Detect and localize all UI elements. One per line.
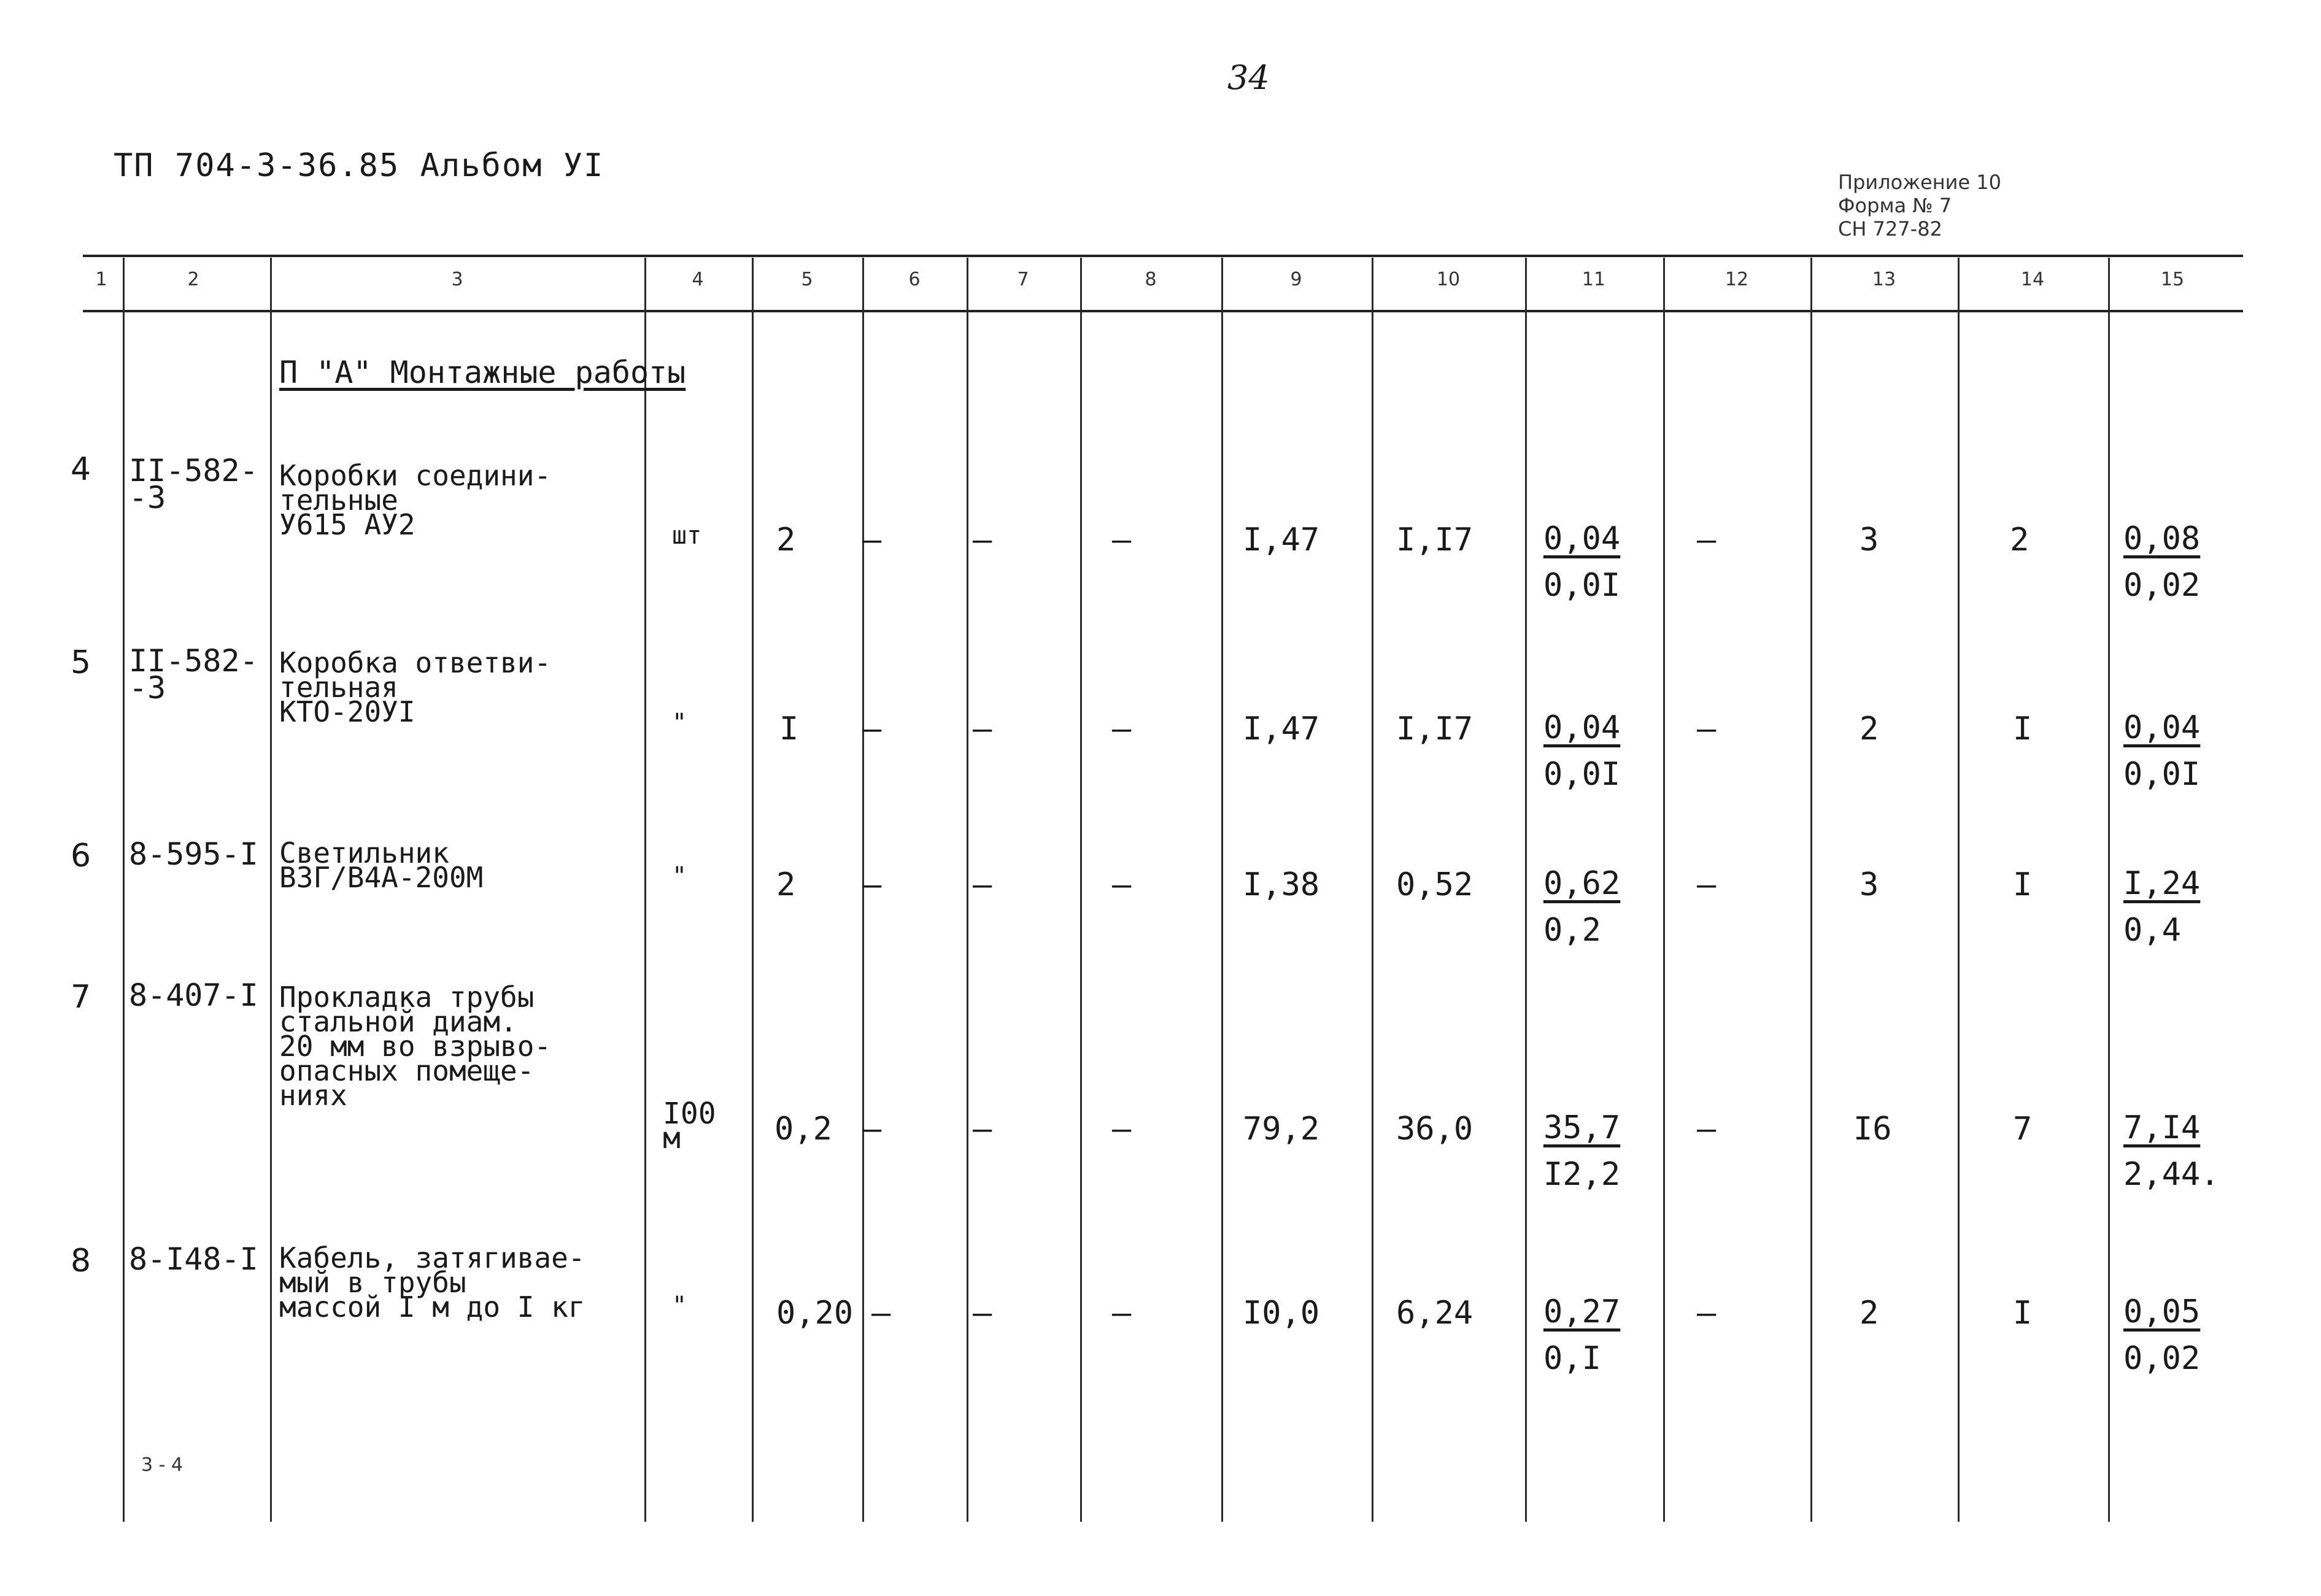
column-number: 2 xyxy=(187,269,199,290)
cell-col14: I xyxy=(2013,711,2033,747)
item-description: Коробки соедини- тельные У615 АУ2 xyxy=(279,459,552,541)
unit: шт xyxy=(672,522,702,550)
section-title: П "А" Монтажные работы xyxy=(279,355,686,390)
cell-col12: – xyxy=(1697,522,1717,558)
column-number: 4 xyxy=(692,269,704,290)
column-number: 6 xyxy=(908,269,921,290)
cell-col8: – xyxy=(1112,522,1132,558)
document-title: ТП 704-3-36.85 Альбом УI xyxy=(114,147,604,184)
quantity: 0,2 xyxy=(774,1111,832,1147)
cell-col7: – xyxy=(973,866,992,903)
cell-col9: I0,0 xyxy=(1243,1295,1320,1332)
row-number: 4 xyxy=(71,451,91,488)
cell-col8: – xyxy=(1112,711,1132,747)
cell-col10: I,I7 xyxy=(1396,711,1473,747)
row-number: 8 xyxy=(71,1243,91,1279)
unit: " xyxy=(672,1292,687,1320)
cell-col12: – xyxy=(1697,1111,1717,1147)
column-number: 10 xyxy=(1436,269,1461,290)
column-number: 5 xyxy=(801,269,813,290)
quantity: 2 xyxy=(776,866,796,903)
cell-col13: 3 xyxy=(1860,866,1879,903)
cell-col10: 6,24 xyxy=(1396,1295,1473,1332)
item-description: Светильник ВЗГ/В4А-200М xyxy=(279,836,484,894)
unit: I00 м xyxy=(663,1097,716,1155)
cell-col14: I xyxy=(2013,866,2033,903)
unit: " xyxy=(672,709,687,737)
column-number: 7 xyxy=(1017,269,1029,290)
header-bottom-rule xyxy=(83,310,2243,312)
cell-col9: 79,2 xyxy=(1243,1111,1320,1147)
cell-col8: – xyxy=(1112,1111,1132,1147)
appendix-line: Форма № 7 xyxy=(1838,194,1952,217)
cell-col12: – xyxy=(1697,711,1717,747)
row-number: 5 xyxy=(71,644,91,681)
cell-col9: I,38 xyxy=(1243,866,1320,903)
cell-col10: 0,52 xyxy=(1396,866,1473,903)
cell-col12: – xyxy=(1697,866,1717,903)
cell-col14: I xyxy=(2013,1295,2033,1332)
cell-col11-fraction: $\frac{0,04}{0,0I}$ xyxy=(1543,709,1621,793)
cell-col10: 36,0 xyxy=(1396,1111,1473,1147)
cell-col7: – xyxy=(973,522,992,558)
appendix-line: СН 727-82 xyxy=(1838,217,1942,241)
column-number: 15 xyxy=(2160,269,2185,290)
column-number: 9 xyxy=(1290,269,1302,290)
cell-col8: – xyxy=(1112,866,1132,903)
cell-col7: – xyxy=(973,711,992,747)
item-code: II-582- -3 xyxy=(129,453,258,515)
cell-col6: – xyxy=(862,711,882,747)
cell-col13: 2 xyxy=(1860,711,1879,747)
sheet-mark: 3 - 4 xyxy=(141,1454,183,1476)
cell-col14: 7 xyxy=(2013,1111,2033,1147)
quantity: 2 xyxy=(776,522,796,558)
cell-col11-fraction: $\frac{0,04}{0,0I}$ xyxy=(1543,520,1621,604)
cell-col7: – xyxy=(973,1295,992,1332)
item-description: Кабель, затягивае- мый в трубы массой I м до I кг xyxy=(279,1241,585,1324)
cell-col11-fraction: $\frac{0,62}{0,2}$ xyxy=(1543,865,1621,949)
cell-col10: I,I7 xyxy=(1396,522,1473,558)
cell-col15-fraction: $\frac{I,24}{0,4}$ xyxy=(2123,865,2201,949)
row-number: 7 xyxy=(71,979,91,1016)
column-number: 3 xyxy=(451,269,463,290)
cell-col13: I6 xyxy=(1853,1111,1892,1147)
appendix-stamp xyxy=(1838,171,2001,241)
cell-col9: I,47 xyxy=(1243,522,1320,558)
cell-col13: 3 xyxy=(1860,522,1879,558)
column-number: 12 xyxy=(1724,269,1749,290)
item-code: 8-I48-I xyxy=(129,1241,258,1277)
item-description: Коробка ответви- тельная КТО-20УI xyxy=(279,646,552,728)
quantity: I xyxy=(779,711,799,747)
cell-col15-fraction: $\frac{7,I4}{2,44.}$ xyxy=(2123,1109,2220,1193)
cell-col6: – xyxy=(871,1295,891,1332)
cell-col13: 2 xyxy=(1860,1295,1879,1332)
column-number: 14 xyxy=(2020,269,2045,290)
unit: " xyxy=(672,862,687,890)
cell-col8: – xyxy=(1112,1295,1132,1332)
cell-col15-fraction: $\frac{0,05}{0,02}$ xyxy=(2123,1293,2201,1377)
cell-col15-fraction: $\frac{0,08}{0,02}$ xyxy=(2123,520,2201,604)
header-top-rule xyxy=(83,255,2243,257)
quantity: 0,20 xyxy=(776,1295,854,1332)
cell-col15-fraction: $\frac{0,04}{0,0I}$ xyxy=(2123,709,2201,793)
cell-col6: – xyxy=(862,1111,882,1147)
column-number: 11 xyxy=(1581,269,1606,290)
column-number: 1 xyxy=(95,269,107,290)
cell-col11-fraction: $\frac{0,27}{0,I}$ xyxy=(1543,1293,1621,1377)
cell-col6: – xyxy=(862,866,882,903)
cell-col9: I,47 xyxy=(1243,711,1320,747)
item-description: Прокладка трубы стальной диам. 20 мм во взрыво- опасных помеще- ниях xyxy=(279,981,552,1112)
item-code: 8-407-I xyxy=(129,977,258,1013)
page-number: 34 xyxy=(1227,58,1270,97)
cell-col7: – xyxy=(973,1111,992,1147)
item-code: II-582- -3 xyxy=(129,643,258,706)
cell-col14: 2 xyxy=(2010,522,2029,558)
appendix-line: Приложение 10 xyxy=(1838,171,2002,194)
cell-col11-fraction: $\frac{35,7}{I2,2}$ xyxy=(1543,1109,1621,1193)
cell-col12: – xyxy=(1697,1295,1717,1332)
column-number: 8 xyxy=(1145,269,1157,290)
cell-col6: – xyxy=(862,522,882,558)
item-code: 8-595-I xyxy=(129,836,258,872)
column-number: 13 xyxy=(1872,269,1896,290)
row-number: 6 xyxy=(71,838,91,874)
